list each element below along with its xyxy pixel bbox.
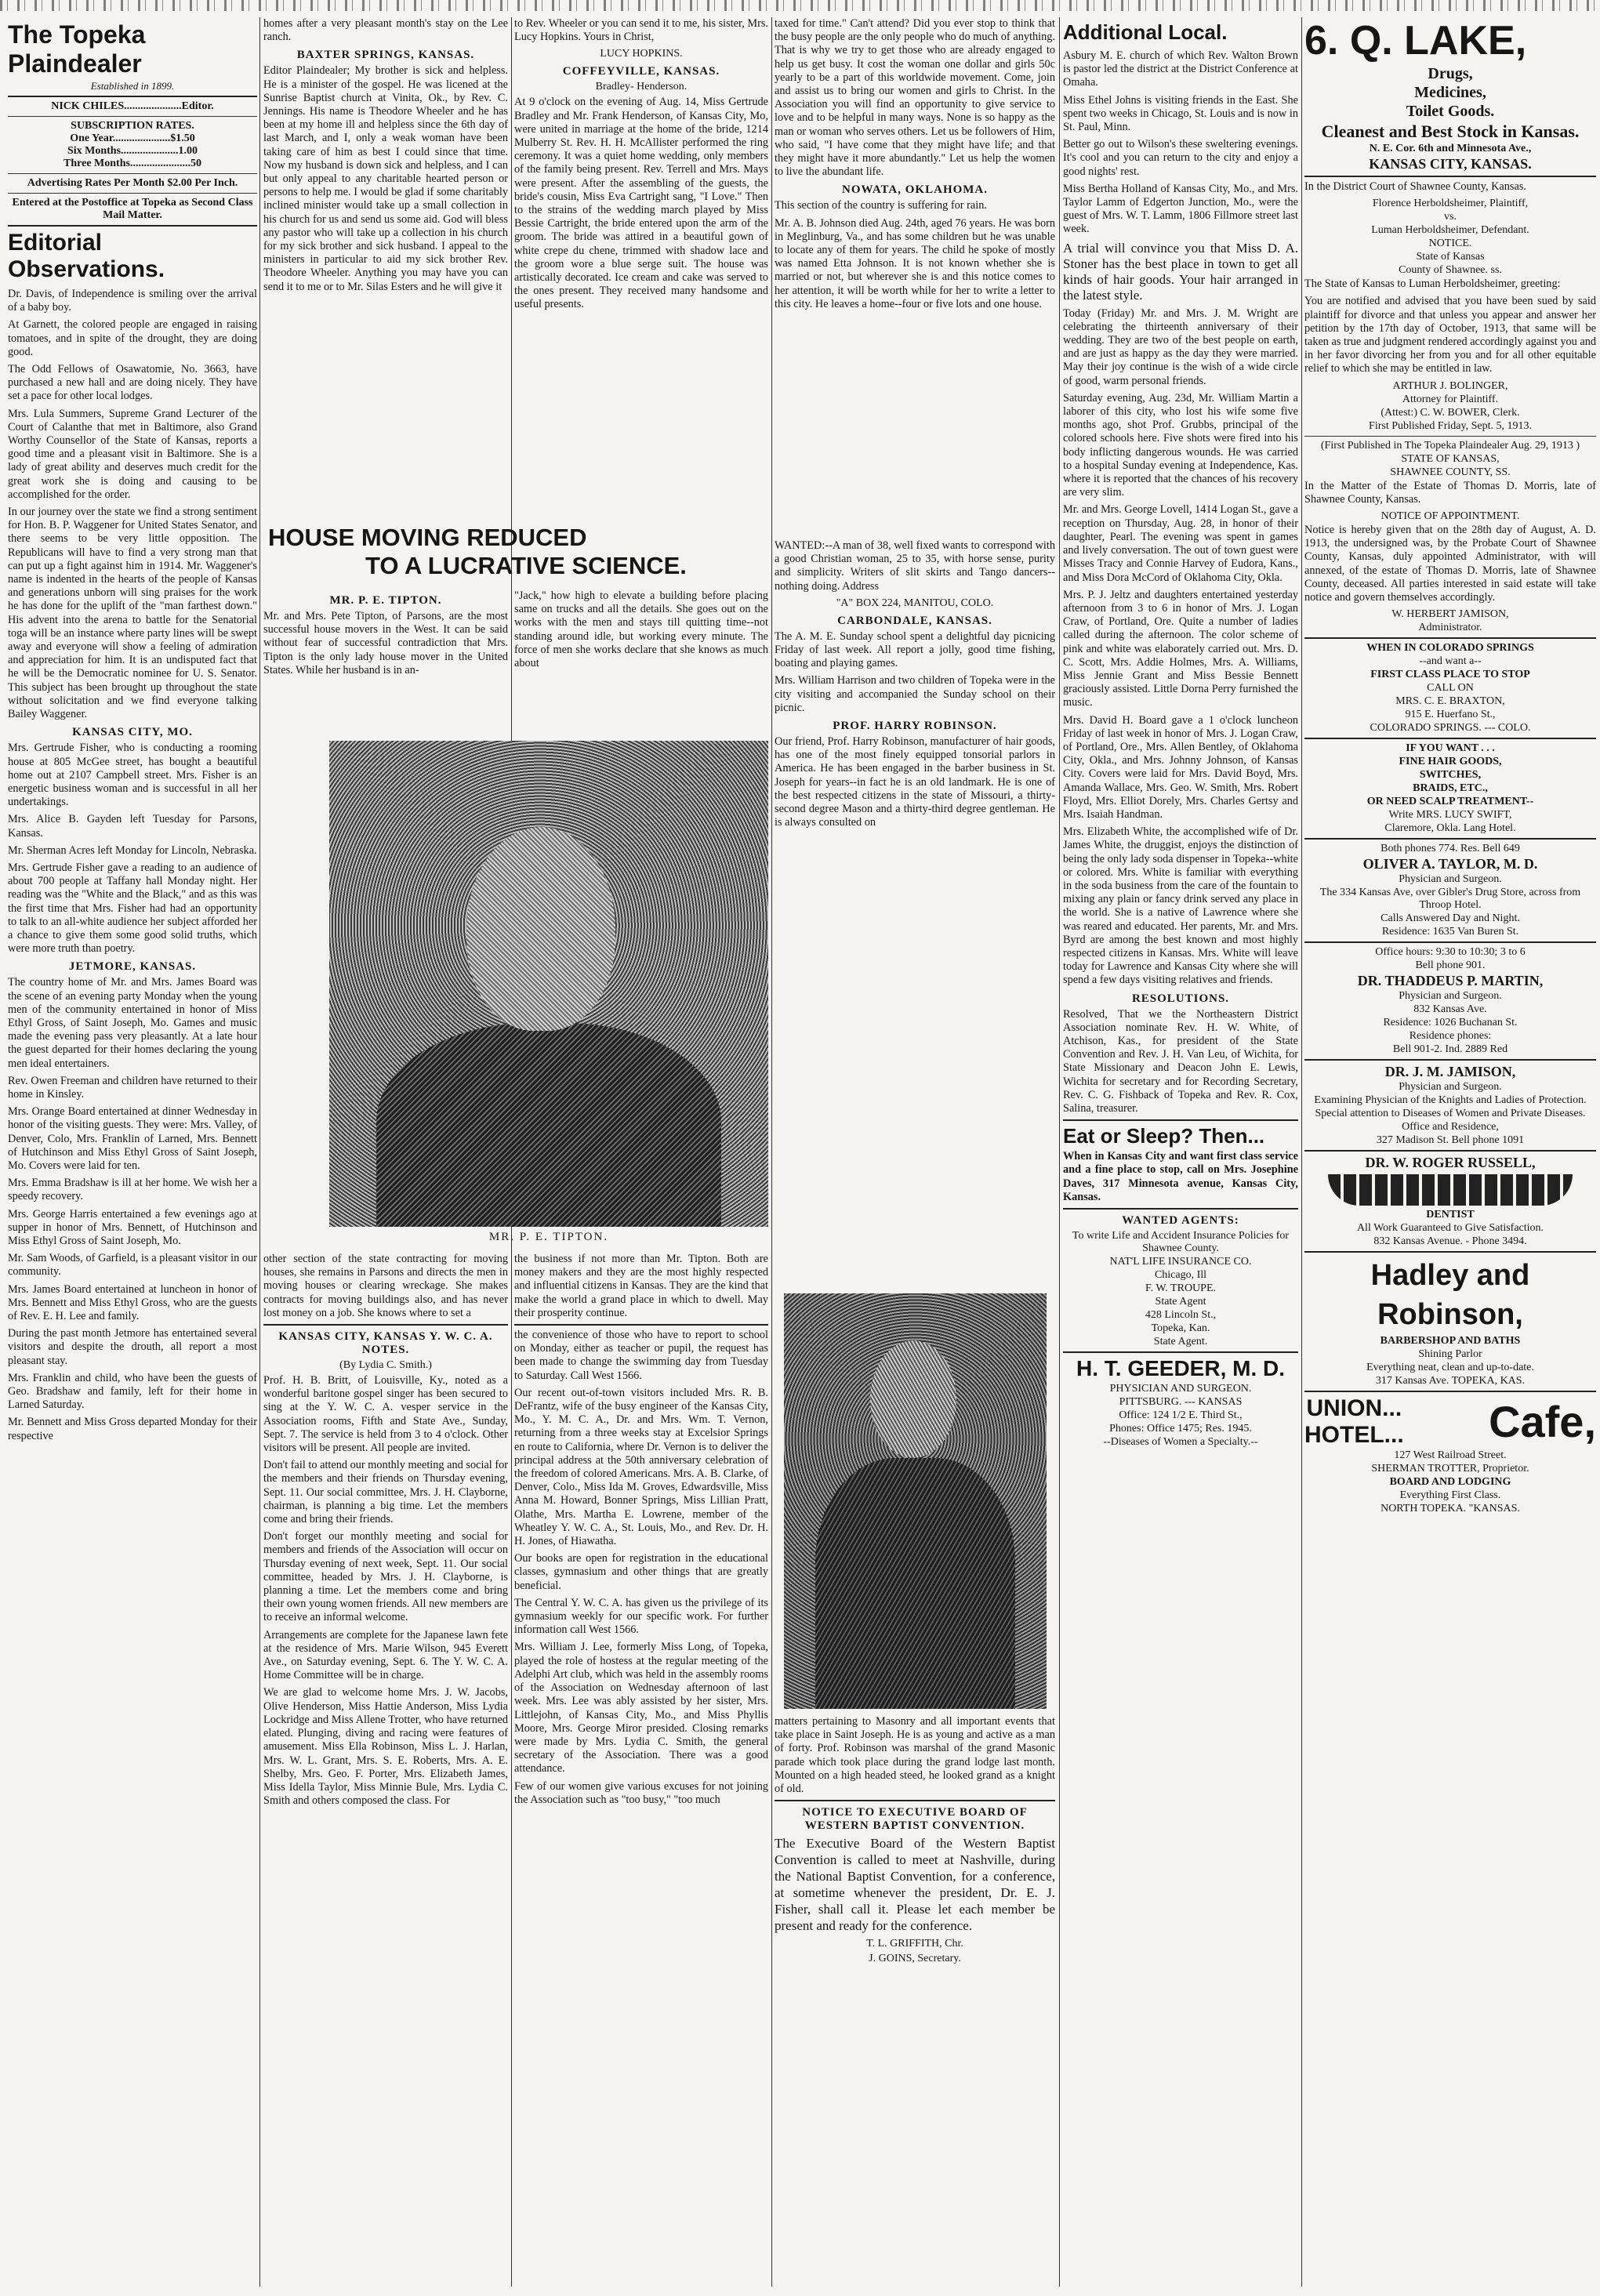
column-rule: [259, 17, 260, 2287]
legal-line: STATE OF KANSAS,: [1401, 452, 1500, 465]
legal-line: County of Shawnee. ss.: [1399, 264, 1502, 277]
local-para: Better go out to Wilson's these sweltering evenings. It's cool and you can return to the city and enjoy a good nights' rest.: [1063, 138, 1298, 178]
ywca-para: Prof. H. B. Britt, of Louisville, Ky., noted as a wonderful baritone gospel singer has been secured to sing at the Y. W. C. A. vesper service in the Association rooms, Fifth and State Ave., Sunday, Sept. 7. The service is held from 3 to 4 o'clock. Other visitors will be present. All people are invited.: [263, 1374, 508, 1455]
martin-line: DR. THADDEUS P. MARTIN,: [1357, 973, 1544, 989]
legal-line: W. HERBERT JAMISON,: [1391, 608, 1509, 621]
editorial-para: In our journey over the state we find a strong sentiment for Hon. B. P. Waggener for United States Senator, and there seems to be very little opposition. The Republicans will have to find a very strong man that can put up a fight against him in 1914. Mr. Waggener's name is indented in the hearts of the people of Kansas and generations unborn will sing praises for the work he has done for the uplift of the "man farthest down." His advent into the arena to battle for the Senatorial toga will be an instance where party lines will be swept away and everyone will show a feeling of admiration and appreciation for him. It is an undisputed fact that he will be the Democratic nominee for U. S. Senator. This subject has been brought up throughout the state without solicitation and we find everyone talking Bailey Waggener.: [8, 506, 257, 721]
robinson-continued: matters pertaining to Masonry and all important events that take place in Saint Joseph. He is as young and active as a man of forty. Prof. Robinson was marshal of the grand Masonic parade which took place during the grand lodge last month. Mounted on a high headed steed, he looked grand as a knight of old.: [775, 1715, 1055, 1796]
local-para: Today (Friday) Mr. and Mrs. J. M. Wright are celebrating the thirteenth anniversary of their wedding. They are two of the best people on earth, and are just as happy as the day they were married. May their joy continue is the wish of a wide circle of good, warm personal friends.: [1063, 306, 1298, 387]
ywca-para: The Central Y. W. C. A. has given us the privilege of its gymnasium weekly for our specific work. For further information call West 1566.: [514, 1596, 768, 1637]
column-3-top: [514, 17, 768, 535]
hadley-line: 317 Kansas Ave. TOPEKA, KAS.: [1375, 1375, 1526, 1387]
union-line: Cafe,: [1489, 1397, 1596, 1447]
coffeyville-head: COFFEYVILLE, KANSAS.: [562, 65, 720, 78]
taylor-line: The 334 Kansas Ave, over Gibler's Drug Store, across from Throop Hotel.: [1319, 887, 1581, 912]
jamison-line: 327 Madison St. Bell phone 1091: [1376, 1134, 1525, 1147]
local-para: Mrs. Elizabeth White, the accomplished wife of Dr. James White, the druggist, enjoys the distinction of being the only lady soda dispenser in Topeka--white or colored. Mrs. White is familiar with everything in the soda business from the care of the fountain to mixing any plain or fancy drink served any place in the world. She is a native of Lawrence where she was reared and educated. Her parents, Mr. and Mrs. Byrd are among the best known and most highly respected citizens in Kansas. Mrs. White will leave today for Lawrence and Kansas City where she will spend a few days visiting relatives and friends.: [1063, 825, 1298, 987]
agents-line: State Agent: [1155, 1296, 1206, 1308]
coffeyville-para: At 9 o'clock on the evening of Aug. 14, Miss Gertrude Bradley and Mr. Frank Henderson, of Kansas City, Mo, were united in marriage at the home of the bride, 1214 Mulberry St. Rev. H. H. McAllister performed the ring ceremony. It was a quiet home wedding, only members of the family being present. Rev. Terrell and Mrs. Mays were present. After the assembling of the guests, the bride's cousin, Miss Eva Cartright sang, "I Love." Then to the strains of the wedding march played by Miss Bessie Cartright, the bride entered upon the arm of the groom. The bride was attired in a beautiful gown of white crepe du chene, trimmed with shadow lace and the groom wore a blue serge suit. The house was artistically decorated. Ice cream and cake was served to the ones present. They received many handsome and useful presents.: [514, 96, 768, 311]
lake-line: Toilet Goods.: [1406, 103, 1495, 120]
russell-line: DR. W. ROGER RUSSELL,: [1365, 1155, 1536, 1171]
legal-line: (Attest:) C. W. BOWER, Clerk.: [1380, 406, 1520, 419]
legal-line: (First Published in The Topeka Plaindealer Aug. 29, 1913 ): [1320, 439, 1580, 452]
rates-head: SUBSCRIPTION RATES.: [71, 120, 194, 132]
editorial-para: Dr. Davis, of Independence is smiling over the arrival of a baby boy.: [8, 288, 257, 314]
kansas-city-para: Mrs. Alice B. Gayden left Tuesday for Parsons, Kansas.: [8, 813, 257, 840]
hair-line: Write MRS. LUCY SWIFT,: [1388, 809, 1512, 822]
union-line: 127 West Railroad Street.: [1394, 1449, 1507, 1462]
hair-line: Claremore, Okla. Lang Hotel.: [1384, 822, 1516, 835]
rate-line: Six Months.....................1.00: [67, 145, 198, 157]
agents-line: 428 Lincoln St.,: [1145, 1309, 1217, 1322]
hair-line: IF YOU WANT . . .: [1406, 742, 1495, 755]
lake-line: Drugs,: [1428, 65, 1473, 82]
jetmore-para: During the past month Jetmore has entertained several visitors and despite the drouth, all report a most pleasant stay.: [8, 1327, 257, 1367]
jetmore-para: Mr. Bennett and Miss Gross departed Monday for their respective: [8, 1416, 257, 1442]
ywca-para: Mrs. William J. Lee, formerly Miss Long, of Topeka, played the role of hostess at the regular meeting of the Adelphi Art club, which was held in the assembly rooms of the Association on Wednesday afternoon of last week. Mrs. Lee was ably assisted by her sister, Mrs. Littlejohn, of Kansas City, Mo., and Miss Phyllis Moore, Mrs. George Miror presided. Closing remarks were made by Mrs. Lydia C. Smith, the general secretary of the Association. There was a good attendance.: [514, 1641, 768, 1776]
carbondale-para: The A. M. E. Sunday school spent a delightful day picnicing Friday of last week. All report a jolly, good time fishing, boating and playing games.: [775, 629, 1055, 670]
legal-line: NOTICE.: [1428, 238, 1472, 250]
robinson-head: PROF. HARRY ROBINSON.: [833, 720, 997, 733]
column-2-top: [263, 17, 508, 535]
jetmore-para: Mrs. Orange Board entertained at dinner Wednesday in honor of the visiting guests. They were: Mrs. Valley, of Denver, Colo, Mrs. Franklin of Larned, Mrs. Bennett of Hutchinson and Miss Ethyl Gross of Saint Joseph, Mo. Covers were laid for ten.: [8, 1105, 257, 1172]
ywca-head: KANSAS CITY, KANSAS Y. W. C. A. NOTES.: [278, 1330, 493, 1357]
jetmore-continued: homes after a very pleasant month's stay on the Lee ranch.: [263, 17, 508, 44]
martin-line: Bell phone 901.: [1415, 959, 1486, 972]
jetmore-para: Mrs. George Harris entertained a few evenings ago at supper in honor of Mrs. Bennett, of Hutchinson and Miss Ethyl Gross of Saint Joseph, Mo.: [8, 1207, 257, 1247]
colorado-line: MRS. C. E. BRAXTON,: [1395, 695, 1505, 708]
baptist-notice-head: NOTICE TO EXECUTIVE BOARD OF WESTERN BAPTIST CONVENTION.: [802, 1806, 1028, 1833]
colorado-line: 915 E. Huerfano St.,: [1405, 709, 1496, 721]
local-para: Asbury M. E. church of which Rev. Walton Brown is pastor led the district at the District Conference at Omaha.: [1063, 49, 1298, 89]
agents-head: WANTED AGENTS:: [1122, 1214, 1239, 1228]
column-rule: [771, 17, 772, 2287]
wanted-ad: WANTED:--A man of 38, well fixed wants to correspond with a good Christian woman, 25 to 35, with horse sense, purity and simplicity. Writers of slit skirts and Tango dancers--nothing doing. Address: [775, 539, 1055, 593]
house-moving-para: "Jack," how high to elevate a building before placing same on trucks and all the details. She goes out on the works with the men and stays till quitting time--not standing around idle, but working every minute. The force of men she works declare that she knows as much about: [514, 589, 768, 670]
jamison-line: Examining Physician of the Knights and Ladies of Protection.: [1314, 1094, 1587, 1107]
colorado-line: WHEN IN COLORADO SPRINGS: [1366, 642, 1534, 655]
jetmore-para: Mr. Sam Woods, of Garfield, is a pleasant visitor in our community.: [8, 1252, 257, 1279]
geeder-line: PHYSICIAN AND SURGEON.: [1109, 1383, 1252, 1395]
lake-line: Medicines,: [1414, 84, 1486, 101]
eat-sleep-ad: When in Kansas City and want first class service and a fine place to stop, call on Mrs. Josephine Daves, 317 Minnesota avenue, Kansas City, Kansas.: [1063, 1150, 1298, 1203]
ywca-para: Don't fail to attend our monthly meeting and social for the members and their friends on Thursday evening, Sept. 11. Our social committee, Mrs. J. H. Clayborne, chairman, is planning a big time. Let the members come and bring their friends.: [263, 1459, 508, 1526]
nowata-para: This section of the country is suffering for rain.: [775, 199, 987, 212]
geeder-line: --Diseases of Women a Specialty.--: [1103, 1436, 1258, 1449]
page-top-edge: [0, 0, 1600, 11]
jamison-line: Physician and Surgeon.: [1399, 1081, 1502, 1094]
legal-line: NOTICE OF APPOINTMENT.: [1380, 510, 1520, 523]
local-para: Miss Ethel Johns is visiting friends in the East. She spent two weeks in Chicago, St. Louis and is now in St. Paul, Minn.: [1063, 93, 1298, 134]
house-moving-para: other section of the state contracting for moving houses, she remains in Parsons and directs the men in moving houses or clearing wreckage. She makes contracts for moving buildings also, and has never lost money on a job. She knows where to set a: [263, 1253, 508, 1319]
hair-line: FINE HAIR GOODS,: [1399, 756, 1502, 768]
union-line: SHERMAN TROTTER, Proprietor.: [1371, 1463, 1529, 1475]
rate-line: One Year.....................$1.50: [70, 132, 195, 144]
baxter-letter: Editor Plaindealer; My brother is sick and helpless. He is a minister of the gospel. He was licened at the Sunrise Baptist church at Vinita, Ok., by Rev. C. Jennings. His name is Theodore Wheeler and he has been at my home ill and helpless since the 6th day of last March, and I, only a weak woman have been taking care of him as best I could since that time. Now my husband is down sick and helpless, and I can but only appeal to any charitable hearted person or persons to help me. I would be glad if some charitably inclined minister would take up a small collection in his church for us and send us some aid. God will bless any pastor who will take up a collection in his church for my sick brother and sick husband. I appeal to the ministers in particular to aid my sick brother Rev. Theodore Wheeler. Anything you may have you can send it to me or to Mr. Silas Esters and he will give it: [263, 64, 508, 293]
martin-line: Office hours: 9:30 to 10:30; 3 to 6: [1375, 946, 1526, 959]
editorial-para: At Garnett, the colored people are engaged in raising tomatoes, and in spite of the drought, they are doing good.: [8, 318, 257, 358]
jetmore-para: Mrs. Emma Bradshaw is ill at her home. We wish her a speedy recovery.: [8, 1177, 257, 1203]
jetmore-para: The country home of Mr. and Mrs. James Board was the scene of an evening party Monday when the young men of the community entertained in honor of Miss Ethyl Gross, of Saint Joseph, Mo. Games and music made the evening pass very pleasantly. At a late hour the guest departed for their homes declaring the young men ideal entertainers.: [8, 976, 257, 1070]
local-para: A trial will convince you that Miss D. A. Stoner has the best place in town to get all kinds of hair goods. Your hair arranged in the latest style.: [1063, 240, 1298, 303]
column-4-bottom: [775, 1715, 1055, 2287]
hair-line: BRAIDS, ETC.,: [1413, 782, 1488, 795]
tipton-portrait: [329, 741, 768, 1227]
resolutions-para: Resolved, That we the Northeastern District Association nominate Rev. H. W. White, of Atchison, Kas., for president of the State Convention and Rev. J. H. Van Leu, of Wichita, for State Missionary and Deacon John E. Lewis, Wichita for secretary and for Recording Secretary, Rev. C. G. Fishback of Topeka and Rev. R. Cox, Salina, treasurer.: [1063, 1007, 1298, 1115]
jetmore-para: Rev. Owen Freeman and children have returned to their home in Kinsley.: [8, 1074, 257, 1101]
ywca-para: the convenience of those who have to report to school on Monday, either as teacher or pupil, the request has been made to change the swimming day from Tuesday to Saturday. Call West 1566.: [514, 1329, 768, 1382]
jetmore-head: JETMORE, KANSAS.: [68, 960, 197, 974]
column-1: [8, 17, 257, 2287]
column-3-lower: [514, 1253, 768, 2287]
legal-line: In the Matter of the Estate of Thomas D. Morris, late of Shawnee County, Kansas.: [1304, 479, 1596, 506]
agents-line: Topeka, Kan.: [1151, 1322, 1210, 1335]
lake-ad-title: [1304, 17, 1596, 64]
entered-notice: Entered at the Postoffice at Topeka as Second Class Mail Matter.: [12, 197, 253, 221]
union-line: HOTEL...: [1304, 1422, 1404, 1449]
geeder-head: H. T. GEEDER, M. D.: [1076, 1356, 1286, 1381]
legal-line: Attorney for Plaintiff.: [1402, 393, 1499, 405]
ywca-para: Few of our women give various excuses for not joining the Association such as "too busy," "too much: [514, 1779, 768, 1806]
nowata-head: NOWATA, OKLAHOMA.: [841, 183, 989, 197]
ywca-continued: taxed for time." Can't attend? Did you ever stop to think that the busy people are the only people who do much of anything. That is why we try to get those who are already engaged to help us get busy. It cost the woman one dollar and girls 50c yearly to be a part of this worldwide movement. Come, join and assist us to bring our women and girls to Christ. In the Association you will find an opportunity to give service to love and to be helpful in many ways. None is so happy as the man or woman who serves others. Let us be followers of Him, who said, "I have come that they might have life; and that they might have it more abundantly." Let us help the women to live the abundant life.: [775, 17, 1055, 179]
lake-number: 6.: [1304, 18, 1339, 63]
union-line: Everything First Class.: [1399, 1489, 1501, 1502]
house-moving-left: [263, 589, 508, 738]
legal-line: In the District Court of Shawnee County, Kansas.: [1304, 180, 1526, 193]
letter-signature: LUCY HOPKINS.: [600, 48, 683, 60]
union-line: BOARD AND LODGING: [1389, 1476, 1511, 1489]
martin-line: 832 Kansas Ave.: [1413, 1003, 1487, 1016]
agents-line: To write Life and Accident Insurance Policies for Shawnee County.: [1072, 1230, 1290, 1255]
house-moving-para: the business if not more than Mr. Tipton. Both are money makers and they are the most highly respected and influential citizens in Kansas. They are the kind that make the world a grand place in which to dwell. May their prosperity continue.: [514, 1253, 768, 1319]
column-rule: [1301, 17, 1302, 2287]
taylor-line: Residence: 1635 Van Buren St.: [1381, 926, 1519, 938]
ywca-para: Our recent out-of-town visitors included Mrs. R. B. DeFrantz, wife of the busy engineer of the Kansas City, Mo., Y. M. C. A., Dr. and Mrs. Wm. T. Vernon, returning from a three weeks stay at Excelsior Springs en route to California, where Dr. Vernon is to deliver the principal address at the 50th anniversary celebration of the freedom of colored Americans. Mrs. A. B. Clarke, of Denver, Colo., Miss Ida M. Groves, Edwardsville, Miss Anna M. Howard, Bonner Springs, Miss Lillian Pratt, Olathe, Mrs. Martha E. Lowrene, member of the Wheatley Y. W. C. A., St. Louis, Mo., and Rev. Dr. H. H. Jones, of Hiawatha.: [514, 1386, 768, 1548]
hair-line: SWITCHES,: [1419, 769, 1482, 782]
column-2-lower: [263, 1253, 508, 2287]
agents-line: F. W. TROUPE.: [1145, 1282, 1217, 1295]
notice-signature: T. L. GRIFFITH, Chr.: [866, 1938, 963, 1950]
masthead-established: Established in 1899.: [90, 80, 175, 92]
baxter-continued: to Rev. Wheeler or you can send it to me, his sister, Mrs. Lucy Hopkins. Yours in Christ,: [514, 17, 768, 44]
column-5: [1063, 17, 1298, 2287]
nowata-para: Mr. A. B. Johnson died Aug. 24th, aged 76 years. He was born in Meglinburg, Va., and has some children but he was unable to locate any of them for years. The child he spoke of mostly was named Etta Johnson. It is not known whether she is married or not, but wherever she is and this notice comes to her attention, it will be worth while for her to write a letter to this city. He leaves a home--four or five lots and one house.: [775, 216, 1055, 310]
local-para: Saturday evening, Aug. 23d, Mr. William Martin a laborer of this city, who lost his wife some five months ago, shot Prof. Grubbs, principal of the colored schools here. Five shots were fired into his body inflicting dangerous wounds. He was carried to a hospital Sunday evening at Independence, Kas. where it is reported that the chances of his recovery are very slim.: [1063, 391, 1298, 499]
carbondale-head: CARBONDALE, KANSAS.: [837, 614, 992, 627]
geeder-line: PITTSBURG. --- KANSAS: [1119, 1396, 1243, 1409]
agents-line: NAT'L LIFE INSURANCE CO.: [1109, 1256, 1252, 1268]
house-moving-para: Mr. and Mrs. Pete Tipton, of Parsons, are the most successful house movers in the West. It can be said without fear of successful contradiction that Mrs. Tipton is the only lady house mover in the United States. While her husband is in an-: [263, 610, 508, 676]
jetmore-para: Mrs. James Board entertained at luncheon in honor of Mrs. Bennett and Miss Ethyl Gross, who are the guests of Rev. E. H. Lee and family.: [8, 1282, 257, 1323]
house-moving-right: [514, 589, 768, 738]
local-head: Additional Local.: [1063, 20, 1228, 44]
union-hotel-ad: [1304, 1395, 1596, 1449]
legal-line: ARTHUR J. BOLINGER,: [1392, 379, 1508, 392]
banner-line: HOUSE MOVING REDUCED: [268, 524, 587, 551]
agents-line: State Agent.: [1153, 1336, 1208, 1348]
kansas-city-para: Mrs. Gertrude Fisher gave a reading to an audience of about 700 people at Taffany hall Monday night. Her reading was the "White and the Black," and as this was the first time that Mrs. Fisher had had an opportunity to talk to an all-white audience her subject afforded her a chance to give them some good solid truths, which were more truth than poetry.: [8, 861, 257, 956]
taylor-line: Physician and Surgeon.: [1399, 873, 1502, 886]
lake-line: Cleanest and Best Stock in Kansas.: [1321, 122, 1580, 141]
kansas-city-head: KANSAS CITY, MO.: [72, 726, 193, 739]
union-line: NORTH TOPEKA. "KANSAS.: [1380, 1503, 1520, 1515]
martin-line: Physician and Surgeon.: [1399, 990, 1502, 1003]
kansas-city-para: Mr. Sherman Acres left Monday for Lincoln, Nebraska.: [8, 843, 257, 857]
colorado-line: COLORADO SPRINGS. --- COLO.: [1370, 722, 1531, 735]
martin-line: Residence: 1026 Buchanan St.: [1383, 1017, 1518, 1029]
legal-line: Luman Herboldsheimer, Defendant.: [1371, 224, 1529, 237]
local-para: Mr. and Mrs. George Lovell, 1414 Logan St., gave a reception on Thursday, Aug. 28, in honor of their daughter, Pearl. The evening was spent in games and lively conversation. The out of town guest were Misses Tracy and Connie Harvey of Eudora, Kans., and Miss Dora McCord of Oklahoma City, Okla.: [1063, 503, 1298, 584]
ywca-byline: (By Lydia C. Smith.): [339, 1359, 432, 1372]
ywca-para: We are glad to welcome home Mrs. J. W. Jacobs, Olive Henderson, Miss Hattie Anderson, Miss Lydia Lockridge and Miss Allene Trotter, who have returned elated. Plunging, diving and racing were features of amusement. Miss Ella Robinson, Miss L. J. Harlan, Mrs. W. L. Grant, Mrs. S. E. Roberts, Mrs. A. E. Shelby, Mrs. Geo. F. Porter, Mrs. Elizabeth James, Miss Idella Taylor, Miss Minnie Bule, Mrs. Lydia C. Smith and others composed the class. For: [263, 1686, 508, 1808]
notice-signature: J. GOINS, Secretary.: [869, 1953, 961, 1965]
house-moving-head: MR. P. E. TIPTON.: [329, 594, 442, 607]
colorado-line: FIRST CLASS PLACE TO STOP: [1370, 669, 1530, 681]
legal-line: The State of Kansas to Luman Herboldsheimer, greeting:: [1304, 277, 1561, 291]
jamison-line: Special attention to Diseases of Women and Private Diseases.: [1315, 1108, 1586, 1120]
russell-line: 832 Kansas Avenue. - Phone 3494.: [1373, 1235, 1527, 1248]
masthead-editor: NICK CHILES.....................Editor.: [51, 100, 214, 112]
hadley-line: Shining Parlor: [1418, 1348, 1482, 1361]
legal-line: vs.: [1444, 211, 1457, 223]
hadley-line: Everything neat, clean and up-to-date.: [1366, 1362, 1534, 1374]
legal-line: Florence Herboldsheimer, Plaintiff,: [1372, 198, 1529, 210]
legal-line: Notice is hereby given that on the 28th day of August, A. D. 1913, the undersigned was, by the Probate Court of Shawnee County, Kansas, duly appointed Administrator, with will annexed, of the estate of Thomas D. Morris, late of Shawnee County, deceased. All parties interested in said estate will take notice and govern themselves accordingly.: [1304, 524, 1596, 604]
hadley-line: Hadley and Robinson,: [1370, 1259, 1530, 1332]
lake-line: KANSAS CITY, KANSAS.: [1369, 156, 1532, 172]
kansas-city-para: Mrs. Gertrude Fisher, who is conducting a rooming house at 805 McGee street, has bought a beautiful home out at 2107 Campbell street. Mrs. Fisher is an energetic business woman and is successful in all her undertakings.: [8, 742, 257, 809]
legal-line: First Published Friday, Sept. 5, 1913.: [1369, 419, 1532, 432]
martin-line: Residence phones:: [1409, 1030, 1492, 1043]
agents-line: Chicago, Ill: [1154, 1269, 1207, 1282]
jamison-line: DR. J. M. JAMISON,: [1384, 1064, 1516, 1080]
taylor-line: OLIVER A. TAYLOR, M. D.: [1362, 856, 1538, 872]
ywca-para: Don't forget our monthly meeting and social for members and friends of the Association will occur on Thursday evening of next week, Sept. 11. Our social committee, headed by Mrs. J. H. Clayborne, is planning a time. Let the members come and bring their own young women friends. All new members are to receive an informal welcome.: [263, 1530, 508, 1624]
legal-line: State of Kansas: [1416, 251, 1485, 263]
legal-line: Administrator.: [1418, 622, 1482, 634]
local-para: Miss Bertha Holland of Kansas City, Mo., and Mrs. Taylor Lamm of Edgerton Junction, Mo., were the guest of Mrs. W. T. Lamm, 1806 Fillmore street last week.: [1063, 182, 1298, 236]
colorado-line: --and want a--: [1419, 655, 1482, 668]
russell-line: All Work Guaranteed to Give Satisfaction.: [1356, 1222, 1544, 1235]
robinson-portrait: [784, 1293, 1047, 1709]
local-para: Mrs. David H. Board gave a 1 o'clock luncheon Friday of last week in honor of Mrs. J. Logan Craw, of Portland, Ore., Mrs. Allen Bentley, of Oklahoma City, Okla., and Mrs. Johnny Johnson, of Kansas City. Covers were laid for Mrs. David Boyd, Mrs. Amanda Wallace, Mrs. Geo. W. Smith, Mrs. Robert Floyd, Mrs. Elliot Dorely, Mrs. Charles Gertsy and Mrs. Isaiah Handman.: [1063, 713, 1298, 821]
resolutions-head: RESOLUTIONS.: [1131, 992, 1230, 1005]
editorial-para: Mrs. Lula Summers, Supreme Grand Lecturer of the Court of Calanthe that met in Baltimore, also Grand Worthy Counsellor of the State of Kansas, reports a good time and a pleasant visit in Baltimore. She is a lady of great ability and deserves much credit for the great work she is doing and causing to be accomplished for the order.: [8, 407, 257, 501]
portrait-caption: MR. P. E. TIPTON.: [488, 1231, 609, 1243]
ywca-para: Arrangements are complete for the Japanese lawn fete at the residence of Mrs. Marie Wilson, 945 Everett Ave., on Saturday evening, Sept. 6. The Y. W. C. A. Home Committee will be in charge.: [263, 1628, 508, 1682]
hadley-line: BARBERSHOP AND BATHS: [1380, 1335, 1521, 1347]
lake-name: Q. LAKE,: [1349, 18, 1527, 63]
ywca-para: Our books are open for registration in the educational classes, gymnasium and other things that are greatly beneficial.: [514, 1552, 768, 1592]
jetmore-para: Mrs. Franklin and child, who have been the guests of Geo. Bradshaw and family, left for their home in Larned Saturday.: [8, 1371, 257, 1412]
baxter-head: BAXTER SPRINGS, KANSAS.: [296, 49, 475, 62]
taylor-line: Calls Answered Day and Night.: [1380, 912, 1520, 925]
jamison-line: Office and Residence,: [1402, 1121, 1499, 1133]
masthead-title: The Topeka Plaindealer: [8, 20, 146, 78]
editorial-head: Editorial Observations.: [8, 230, 165, 282]
colorado-line: CALL ON: [1427, 682, 1474, 695]
legal-line: SHAWNEE COUNTY, SS.: [1390, 466, 1511, 478]
legal-line: You are notified and advised that you have been sued by said plaintiff for divorce and that unless you appear and answer her petition by the 17th day of October, 1913, that same will be taken as true and judgment rendered accordingly against you and in her favor divorcing her from you and for all other equitable relief to which she may be entitled in law.: [1304, 295, 1596, 375]
russell-line: DENTIST: [1426, 1209, 1475, 1221]
lake-line: N. E. Cor. 6th and Minnesota Ave.,: [1369, 143, 1532, 154]
taylor-line: Both phones 774. Res. Bell 649: [1380, 843, 1520, 855]
martin-line: Bell 901-2. Ind. 2889 Red: [1392, 1043, 1508, 1056]
baptist-notice: The Executive Board of the Western Baptist Convention is called to meet at Nashville, during the National Baptist Convention, for a conference, at sometime whenever the president, Dr. E. J. Fisher, shall call it. Please let each member be present and ready for the conference.: [775, 1836, 1055, 1934]
banner-line: TO A LUCRATIVE SCIENCE.: [365, 552, 687, 579]
column-6: [1304, 17, 1596, 2287]
house-moving-banner: [263, 524, 768, 583]
robinson-para: Our friend, Prof. Harry Robinson, manufacturer of hair goods, has one of the most finely equipped tonsorial parlors in America. He has been engaged in the barber business in St. Joseph for years--in fact he is an old landmark. He is one of the best respected citizens in the state of Missouri, a thirty-second degree Mason and a thirty-third degree gentleman. He is always consulted on: [775, 735, 1055, 829]
carbondale-para: Mrs. William Harrison and two children of Topeka were in the city visiting and accompanied the Sunday school on their picnic.: [775, 674, 1055, 714]
rate-line: Three Months......................50: [63, 158, 201, 169]
hair-line: OR NEED SCALP TREATMENT--: [1366, 796, 1534, 808]
wanted-address: "A" BOX 224, MANITOU, COLO.: [836, 597, 994, 609]
union-line: UNION...: [1306, 1395, 1402, 1422]
column-4-top: [775, 17, 1055, 535]
local-para: Mrs. P. J. Jeltz and daughters entertained yesterday afternoon from 3 to 6 in honor of Mrs. J. Logan Craw, of Portland, Ore. Quite a number of ladies called during the afternoon. The color scheme of pink and white was elaborately carried out. Mrs. D. C. Scott, Mrs. Addie Holmes, Mrs. A. Williams, Miss Jennie Grant and Miss Bessie Bennett graciously assisted. Little Dorna Perry furnished the music.: [1063, 588, 1298, 709]
geeder-line: Office: 124 1/2 E. Third St.,: [1119, 1409, 1243, 1422]
advertising-rates: Advertising Rates Per Month $2.00 Per Inch.: [27, 177, 238, 189]
column-rule: [1059, 17, 1060, 2287]
teeth-illustration: [1328, 1174, 1573, 1206]
coffeyville-subhead: Bradley- Henderson.: [595, 81, 688, 93]
geeder-line: Phones: Office 1475; Res. 1945.: [1109, 1423, 1252, 1435]
editorial-para: The Odd Fellows of Osawatomie, No. 3663, have purchased a new hall and are doing nicely. They have set a pace for other local lodges.: [8, 363, 257, 403]
eat-sleep-head: Eat or Sleep? Then...: [1063, 1124, 1265, 1148]
